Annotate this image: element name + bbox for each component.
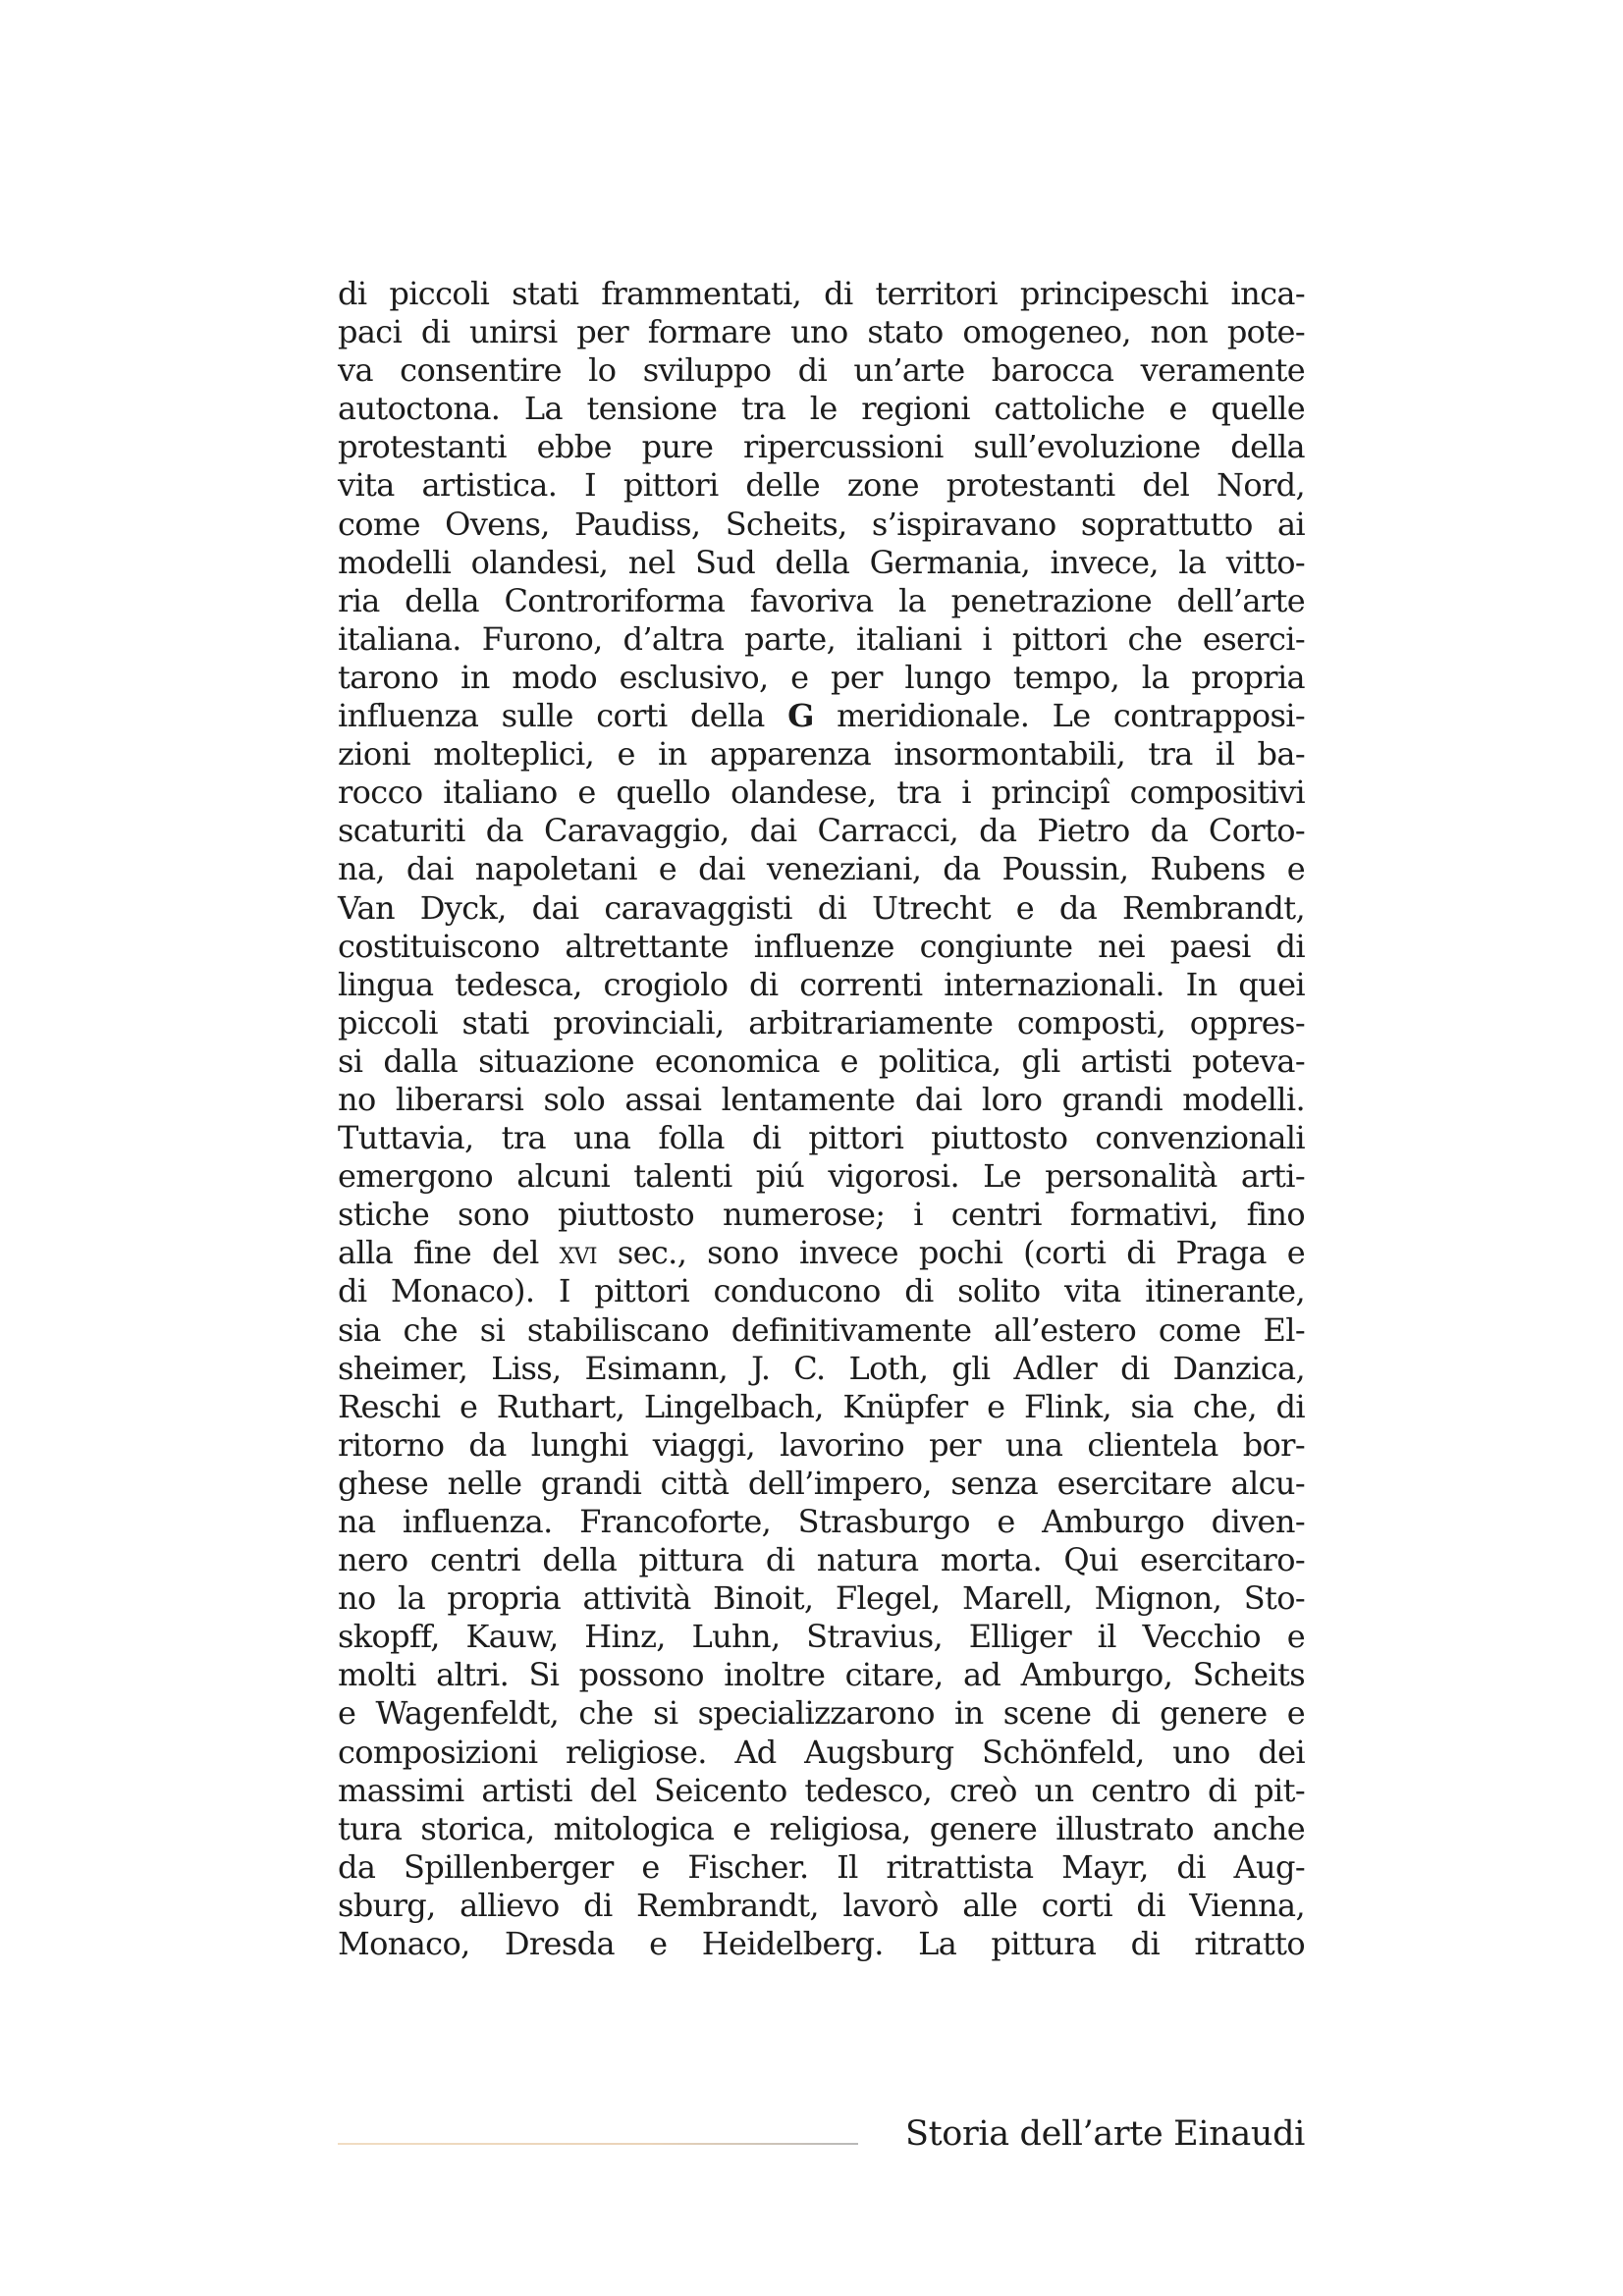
text-line: si dalla situazione economica e politica, gli artisti poteva- xyxy=(338,1041,1305,1080)
footer-divider xyxy=(338,2143,858,2145)
text-line: tura storica, mitologica e religiosa, genere illustrato anche xyxy=(338,1809,1305,1847)
text-line: italiana. Furono, d’altra parte, italiani i pittori che eserci- xyxy=(338,619,1305,658)
text-line: no liberarsi solo assai lentamente dai loro grandi modelli. xyxy=(338,1080,1305,1118)
text-line: composizioni religiose. Ad Augsburg Schönfeld, uno dei xyxy=(338,1733,1305,1771)
text-line: molti altri. Si possono inoltre citare, ad Amburgo, Scheits xyxy=(338,1656,1305,1694)
text-line: zioni molteplici, e in apparenza insormontabili, tra il ba- xyxy=(338,735,1305,774)
text-line: ritorno da lunghi viaggi, lavorino per una clientela bor- xyxy=(338,1425,1305,1464)
text-line: come Ovens, Paudiss, Scheits, s’ispiravano soprattutto ai xyxy=(338,505,1305,543)
text-line: sheimer, Liss, Esimann, J. C. Loth, gli Adler di Danzica, xyxy=(338,1349,1305,1387)
text-line: va consentire lo sviluppo di un’arte barocca veramente xyxy=(338,351,1305,390)
text-line xyxy=(338,697,1305,735)
text-line xyxy=(338,1234,1305,1272)
text-line: skopff, Kauw, Hinz, Luhn, Stravius, Elliger il Vecchio e xyxy=(338,1618,1305,1656)
text-segment: influenza sulle corti della xyxy=(338,697,788,735)
page-footer xyxy=(338,2110,1305,2169)
text-line: na, dai napoletani e dai veneziani, da Poussin, Rubens e xyxy=(338,850,1305,888)
text-line: stiche sono piuttosto numerose; i centri formativi, fino xyxy=(338,1196,1305,1234)
text-line: di Monaco). I pittori conducono di solito vita itinerante, xyxy=(338,1272,1305,1310)
text-line: piccoli stati provinciali, arbitrariamente composti, oppres- xyxy=(338,1003,1305,1041)
text-line: costituiscono altrettante influenze congiunte nei paesi di xyxy=(338,927,1305,965)
text-line: modelli olandesi, nel Sud della Germania, invece, la vitto- xyxy=(338,543,1305,581)
text-line: lingua tedesca, crogiolo di correnti internazionali. In quei xyxy=(338,965,1305,1003)
text-line: protestanti ebbe pure ripercussioni sull’evoluzione della xyxy=(338,428,1305,466)
century-numeral: xvi xyxy=(559,1234,597,1272)
text-line: tarono in modo esclusivo, e per lungo tempo, la propria xyxy=(338,658,1305,696)
text-line: di piccoli stati frammentati, di territori principeschi inca- xyxy=(338,275,1305,312)
text-line: vita artistica. I pittori delle zone protestanti del Nord, xyxy=(338,466,1305,505)
text-line: emergono alcuni talenti piú vigorosi. Le personalità arti- xyxy=(338,1157,1305,1196)
text-line: na influenza. Francoforte, Strasburgo e Amburgo diven- xyxy=(338,1503,1305,1540)
text-segment: alla fine del xyxy=(338,1234,560,1272)
text-line: ghese nelle grandi città dell’impero, senza esercitare alcu- xyxy=(338,1464,1305,1502)
body-text xyxy=(338,275,1305,1963)
text-line: e Wagenfeldt, che si specializzarono in scene di genere e xyxy=(338,1694,1305,1733)
bold-letter: G xyxy=(787,697,814,735)
text-line: Van Dyck, dai caravaggisti di Utrecht e da Rembrandt, xyxy=(338,888,1305,927)
footer-title: Storia dell’arte Einaudi xyxy=(904,2114,1305,2154)
text-line: sia che si stabiliscano definitivamente all’estero come El- xyxy=(338,1310,1305,1349)
text-line: Monaco, Dresda e Heidelberg. La pittura di ritratto xyxy=(338,1925,1305,1963)
text-line: da Spillenberger e Fischer. Il ritrattista Mayr, di Aug- xyxy=(338,1847,1305,1886)
text-line: no la propria attività Binoit, Flegel, Marell, Mignon, Sto- xyxy=(338,1579,1305,1618)
text-line: autoctona. La tensione tra le regioni cattoliche e quelle xyxy=(338,390,1305,428)
text-segment: sec., sono invece pochi (corti di Praga e xyxy=(596,1234,1306,1272)
text-line: paci di unirsi per formare uno stato omogeneo, non pote- xyxy=(338,313,1305,351)
text-line: Tuttavia, tra una folla di pittori piuttosto convenzionali xyxy=(338,1119,1305,1157)
text-line: Reschi e Ruthart, Lingelbach, Knüpfer e Flink, sia che, di xyxy=(338,1387,1305,1425)
text-line: sburg, allievo di Rembrandt, lavorò alle corti di Vienna, xyxy=(338,1886,1305,1924)
text-line: ria della Controriforma favoriva la penetrazione dell’arte xyxy=(338,581,1305,619)
text-segment: meridionale. Le contrapposi- xyxy=(813,697,1305,735)
text-line: massimi artisti del Seicento tedesco, creò un centro di pit- xyxy=(338,1771,1305,1809)
text-line: rocco italiano e quello olandese, tra i principî compositivi xyxy=(338,774,1305,812)
text-line: scaturiti da Caravaggio, dai Carracci, da Pietro da Corto- xyxy=(338,812,1305,850)
text-line: nero centri della pittura di natura morta. Qui esercitaro- xyxy=(338,1541,1305,1579)
